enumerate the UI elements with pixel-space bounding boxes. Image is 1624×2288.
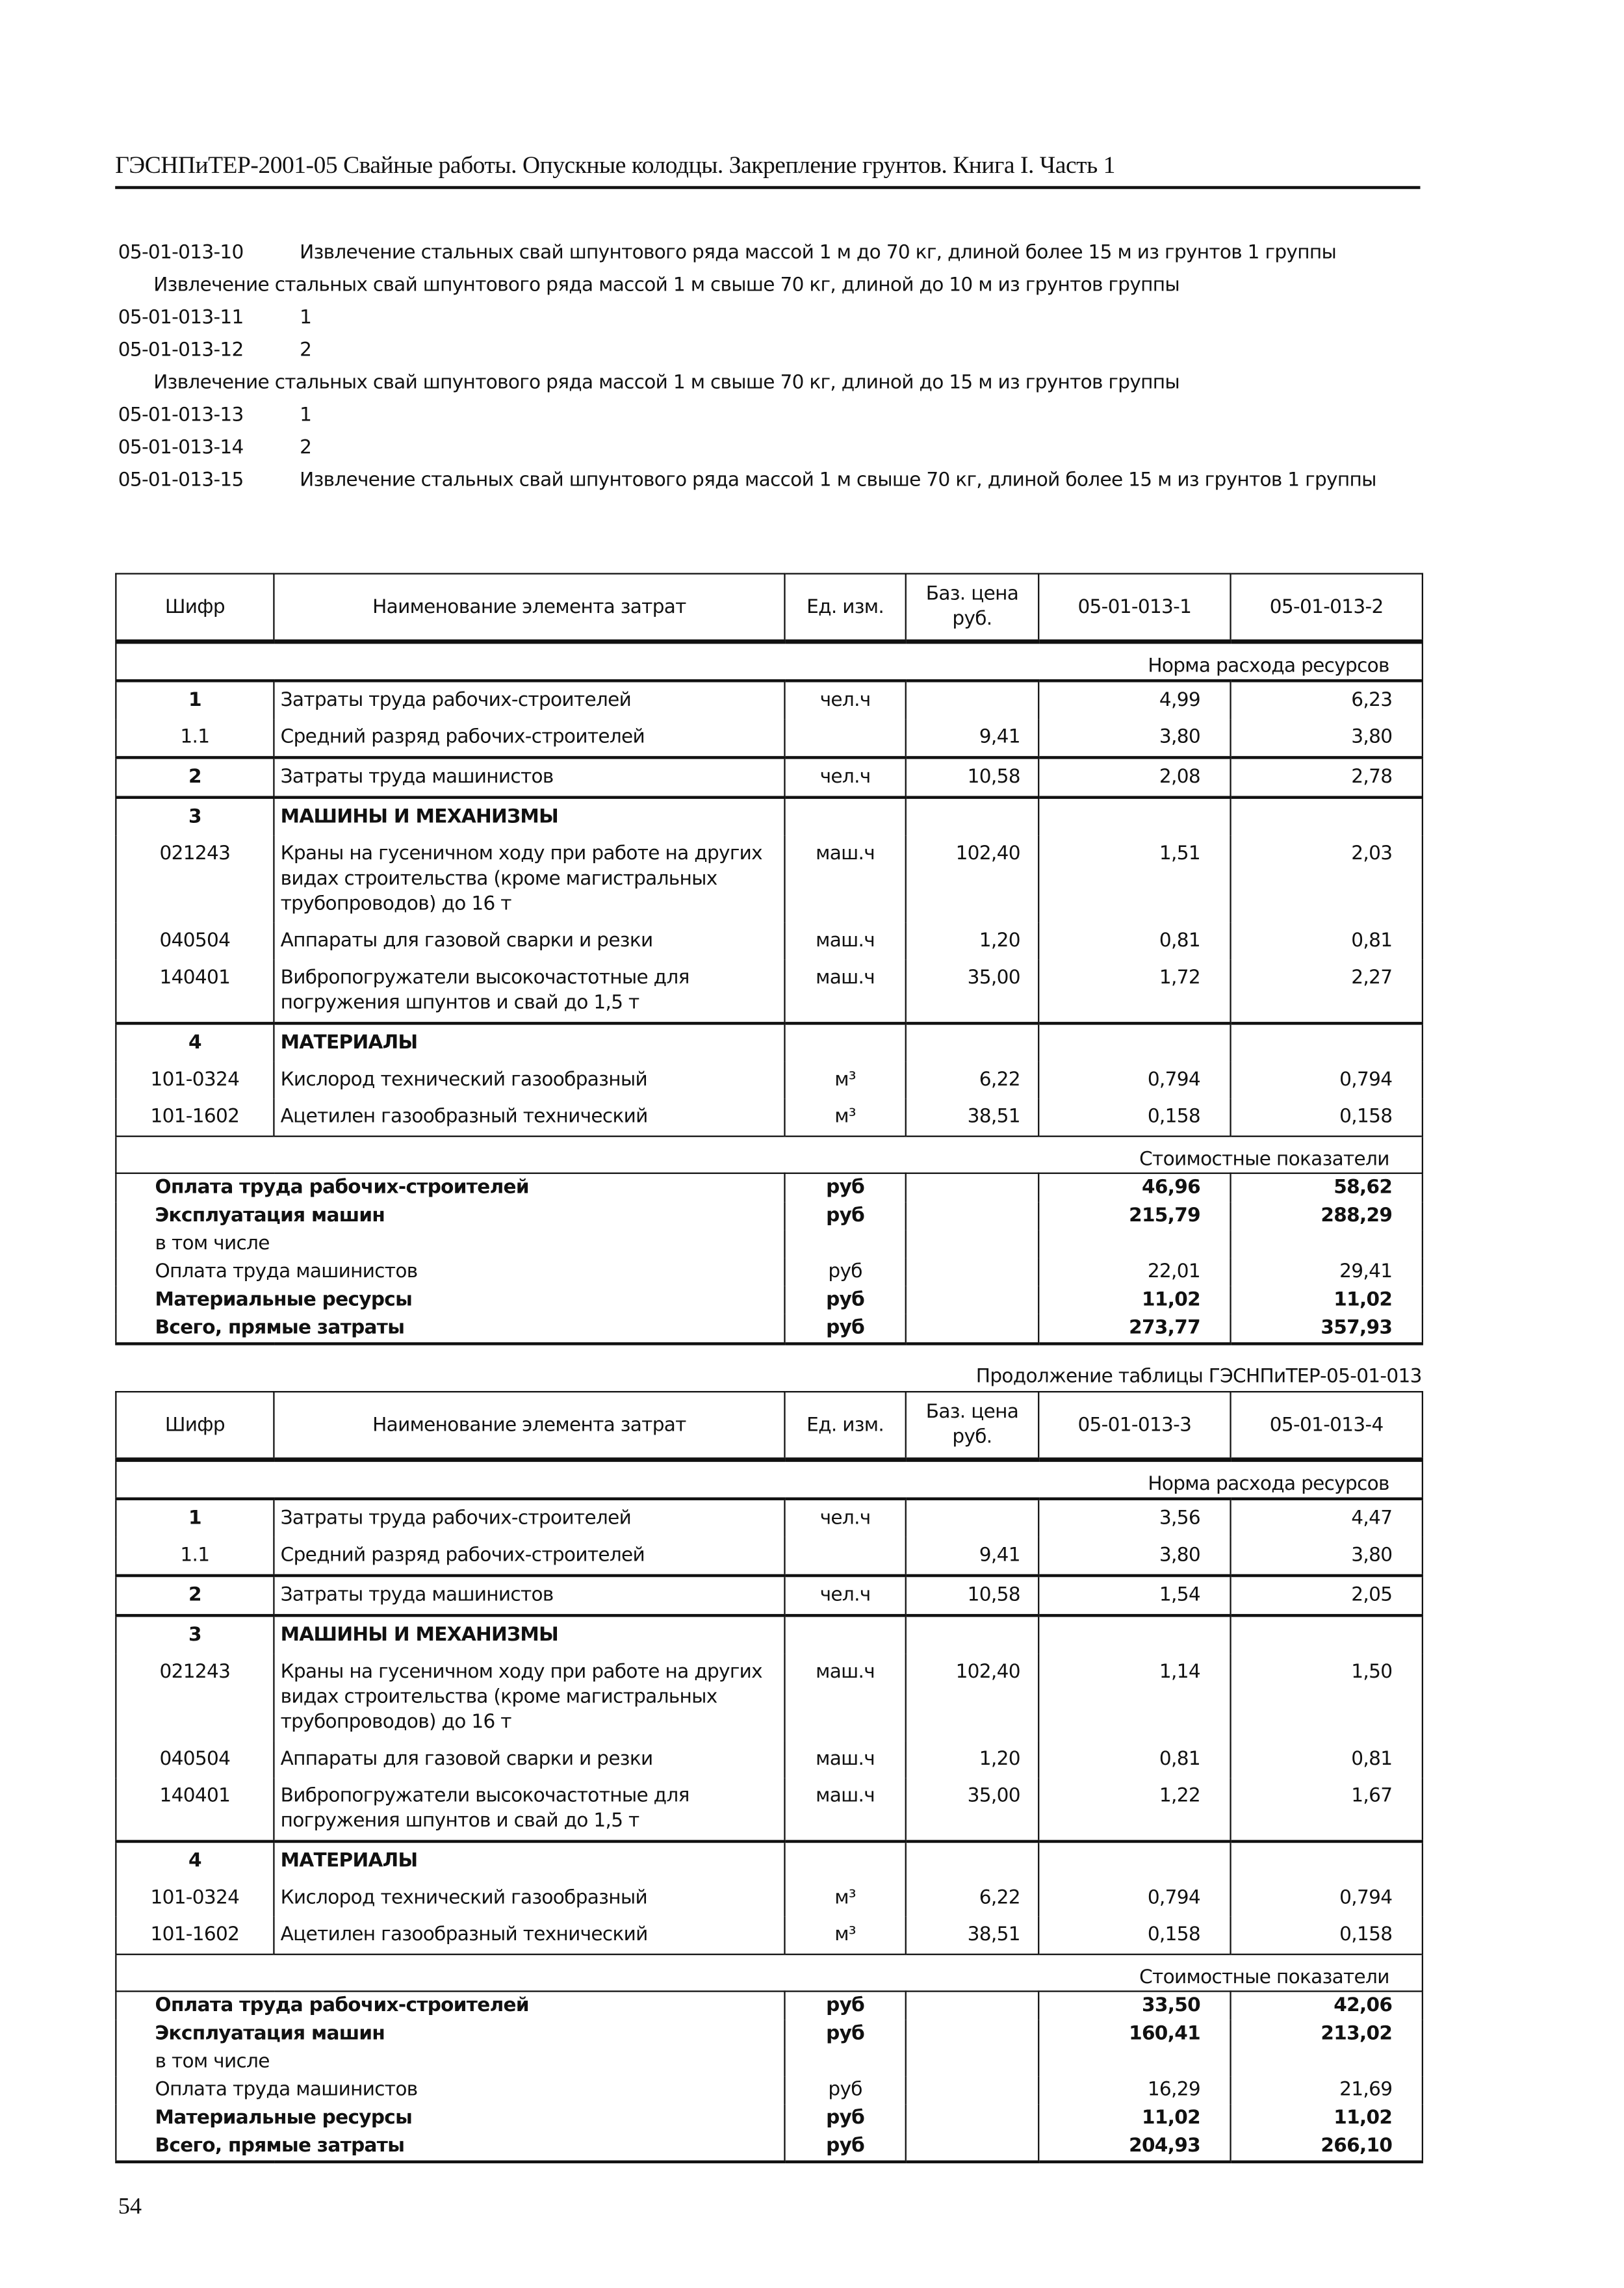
cell-code: 101-1602 bbox=[116, 1098, 274, 1136]
cell-code: 1.1 bbox=[116, 719, 274, 757]
cost-row bbox=[116, 2020, 1423, 2048]
cell-v1: 0,794 bbox=[1038, 1880, 1230, 1917]
table-row bbox=[116, 1880, 1423, 1917]
cell-name: МАШИНЫ И МЕХАНИЗМЫ bbox=[274, 798, 784, 836]
cell-code: 021243 bbox=[116, 1654, 274, 1741]
cell-unit bbox=[784, 798, 905, 836]
cell-v1: 0,794 bbox=[1038, 1061, 1230, 1098]
cell-unit bbox=[784, 1023, 905, 1061]
table-row bbox=[116, 1537, 1423, 1576]
cell-v1: 4,99 bbox=[1038, 681, 1230, 719]
cell-v2: 4,47 bbox=[1231, 1499, 1423, 1537]
cell-unit: маш.ч bbox=[784, 923, 905, 960]
cost-value-1: 204,93 bbox=[1038, 2132, 1230, 2161]
cell-name: Вибропогружатели высокочастотные для погружения шпунтов и свай до 1,5 т bbox=[274, 1778, 784, 1841]
cost-name: Материальные ресурсы bbox=[116, 1286, 784, 1314]
cell-code: 101-0324 bbox=[116, 1880, 274, 1917]
cost-unit bbox=[784, 2048, 905, 2076]
cell-name: Средний разряд рабочих-строителей bbox=[274, 719, 784, 757]
cost-price-empty bbox=[906, 2020, 1038, 2048]
cell-name: Затраты труда машинистов bbox=[274, 1576, 784, 1615]
list-item bbox=[118, 467, 1417, 495]
cost-unit bbox=[784, 1230, 905, 1258]
cell-price: 102,40 bbox=[906, 1654, 1038, 1741]
table-row bbox=[116, 960, 1423, 1024]
cost-value-2: 11,02 bbox=[1231, 2104, 1423, 2132]
cost-value-2: 21,69 bbox=[1231, 2076, 1423, 2104]
column-header: Наименование элемента затрат bbox=[274, 1392, 784, 1460]
cell-code: 1.1 bbox=[116, 1537, 274, 1576]
cost-name: Материальные ресурсы bbox=[116, 2104, 784, 2132]
cost-value-1: 46,96 bbox=[1038, 1173, 1230, 1202]
cost-name: Оплата труда рабочих-строителей bbox=[116, 1173, 784, 1202]
cell-unit: м³ bbox=[784, 1880, 905, 1917]
cell-v2: 3,80 bbox=[1231, 719, 1423, 757]
item-text: 2 bbox=[300, 437, 312, 460]
cell-unit: чел.ч bbox=[784, 757, 905, 797]
cell-name: Ацетилен газообразный технический bbox=[274, 1098, 784, 1136]
cell-v1 bbox=[1038, 1841, 1230, 1880]
cell-price: 9,41 bbox=[906, 719, 1038, 757]
cost-value-1: 11,02 bbox=[1038, 2104, 1230, 2132]
table-row bbox=[116, 1841, 1423, 1880]
cost-row bbox=[116, 2048, 1423, 2076]
cell-v2: 2,27 bbox=[1231, 960, 1423, 1024]
cell-name: Затраты труда рабочих-строителей bbox=[274, 1499, 784, 1537]
cell-unit: маш.ч bbox=[784, 1654, 905, 1741]
item-code: 05-01-013-13 bbox=[118, 404, 244, 427]
cell-v2: 0,81 bbox=[1231, 1741, 1423, 1778]
cell-name: Краны на гусеничном ходу при работе на других видах строительства (кроме магистральных трубопроводов) до 16 т bbox=[274, 1654, 784, 1741]
cell-v2: 2,05 bbox=[1231, 1576, 1423, 1615]
cell-unit bbox=[784, 1615, 905, 1654]
cell-name: МАТЕРИАЛЫ bbox=[274, 1023, 784, 1061]
item-code: 05-01-013-11 bbox=[118, 307, 244, 330]
cell-name: Аппараты для газовой сварки и резки bbox=[274, 923, 784, 960]
cell-price: 10,58 bbox=[906, 1576, 1038, 1615]
cell-price: 1,20 bbox=[906, 923, 1038, 960]
column-header: 05-01-013-2 bbox=[1231, 574, 1423, 642]
header-rule bbox=[115, 186, 1420, 189]
cell-v2 bbox=[1231, 1841, 1423, 1880]
cost-value-2: 29,41 bbox=[1231, 1258, 1423, 1286]
cell-v1: 0,158 bbox=[1038, 1098, 1230, 1136]
cell-price bbox=[906, 1841, 1038, 1880]
cost-value-1 bbox=[1038, 2048, 1230, 2076]
column-header: Ед. изм. bbox=[784, 1392, 905, 1460]
cell-code: 101-0324 bbox=[116, 1061, 274, 1098]
item-text: 1 bbox=[300, 307, 312, 330]
cell-name: Краны на гусеничном ходу при работе на других видах строительства (кроме магистральных трубопроводов) до 16 т bbox=[274, 836, 784, 923]
column-header: Баз. цена руб. bbox=[906, 1392, 1038, 1460]
cost-name: в том числе bbox=[116, 1230, 784, 1258]
cell-name: Вибропогружатели высокочастотные для погружения шпунтов и свай до 1,5 т bbox=[274, 960, 784, 1024]
cell-unit bbox=[784, 1841, 905, 1880]
cost-unit: руб bbox=[784, 1202, 905, 1230]
table-row bbox=[116, 923, 1423, 960]
cost-row bbox=[116, 1286, 1423, 1314]
cell-code: 4 bbox=[116, 1023, 274, 1061]
cell-v1: 1,54 bbox=[1038, 1576, 1230, 1615]
norm-label-row bbox=[116, 1460, 1423, 1499]
cost-value-2: 58,62 bbox=[1231, 1173, 1423, 1202]
norms-table-1 bbox=[115, 573, 1423, 1345]
cost-price-empty bbox=[906, 2048, 1038, 2076]
cell-v1 bbox=[1038, 1023, 1230, 1061]
cell-v2: 0,794 bbox=[1231, 1880, 1423, 1917]
cell-code: 3 bbox=[116, 1615, 274, 1654]
column-header: 05-01-013-3 bbox=[1038, 1392, 1230, 1460]
cell-price: 35,00 bbox=[906, 1778, 1038, 1841]
cost-price-empty bbox=[906, 1258, 1038, 1286]
cost-name: Эксплуатация машин bbox=[116, 1202, 784, 1230]
cell-price bbox=[906, 798, 1038, 836]
cost-row bbox=[116, 1230, 1423, 1258]
norm-label: Норма расхода ресурсов bbox=[116, 1460, 1423, 1499]
cost-unit: руб bbox=[784, 1286, 905, 1314]
cost-price-empty bbox=[906, 2132, 1038, 2161]
cell-code: 1 bbox=[116, 681, 274, 719]
cell-code: 1 bbox=[116, 1499, 274, 1537]
table-row bbox=[116, 1654, 1423, 1741]
item-list bbox=[118, 239, 1417, 499]
cost-name: Оплата труда машинистов bbox=[116, 1258, 784, 1286]
cell-unit: маш.ч bbox=[784, 960, 905, 1024]
norms-table-2 bbox=[115, 1391, 1423, 2163]
cell-v2 bbox=[1231, 798, 1423, 836]
cost-unit: руб bbox=[784, 1314, 905, 1344]
cell-v1: 1,51 bbox=[1038, 836, 1230, 923]
cost-value-1: 160,41 bbox=[1038, 2020, 1230, 2048]
item-code: 05-01-013-14 bbox=[118, 437, 244, 460]
cell-v2: 2,78 bbox=[1231, 757, 1423, 797]
cell-v2: 0,158 bbox=[1231, 1098, 1423, 1136]
cell-v1: 3,56 bbox=[1038, 1499, 1230, 1537]
cost-unit: руб bbox=[784, 2020, 905, 2048]
cell-v2: 6,23 bbox=[1231, 681, 1423, 719]
cost-row bbox=[116, 2076, 1423, 2104]
column-header: 05-01-013-4 bbox=[1231, 1392, 1423, 1460]
cell-v1 bbox=[1038, 798, 1230, 836]
table-row bbox=[116, 1741, 1423, 1778]
cost-value-1: 22,01 bbox=[1038, 1258, 1230, 1286]
cost-value-1: 273,77 bbox=[1038, 1314, 1230, 1344]
cost-price-empty bbox=[906, 1286, 1038, 1314]
cell-name: МАТЕРИАЛЫ bbox=[274, 1841, 784, 1880]
norm-label: Норма расхода ресурсов bbox=[116, 642, 1423, 681]
cost-name: Эксплуатация машин bbox=[116, 2020, 784, 2048]
cell-v1: 1,14 bbox=[1038, 1654, 1230, 1741]
item-text: 1 bbox=[300, 404, 312, 427]
cell-price bbox=[906, 681, 1038, 719]
cell-v2: 0,158 bbox=[1231, 1917, 1423, 1955]
cell-name: Аппараты для газовой сварки и резки bbox=[274, 1741, 784, 1778]
cost-row bbox=[116, 1173, 1423, 1202]
cost-price-empty bbox=[906, 1173, 1038, 1202]
cost-value-1 bbox=[1038, 1230, 1230, 1258]
cell-unit: м³ bbox=[784, 1061, 905, 1098]
cell-v1: 0,81 bbox=[1038, 923, 1230, 960]
header-row bbox=[116, 574, 1423, 642]
cell-name: Кислород технический газообразный bbox=[274, 1061, 784, 1098]
cost-row bbox=[116, 1314, 1423, 1344]
cost-price-empty bbox=[906, 2076, 1038, 2104]
table-row bbox=[116, 836, 1423, 923]
cell-unit: маш.ч bbox=[784, 1741, 905, 1778]
cell-v2: 2,03 bbox=[1231, 836, 1423, 923]
cell-unit bbox=[784, 719, 905, 757]
cost-label: Стоимостные показатели bbox=[116, 1136, 1423, 1173]
cost-value-1: 11,02 bbox=[1038, 1286, 1230, 1314]
cell-price: 10,58 bbox=[906, 757, 1038, 797]
cost-value-2 bbox=[1231, 2048, 1423, 2076]
cell-name: Средний разряд рабочих-строителей bbox=[274, 1537, 784, 1576]
cell-unit: чел.ч bbox=[784, 1499, 905, 1537]
cell-v1 bbox=[1038, 1615, 1230, 1654]
running-header: ГЭСНПиТЕР-2001-05 Свайные работы. Опускные колодцы. Закрепление грунтов. Книга I. Часть 1 bbox=[115, 150, 1115, 179]
column-header: Наименование элемента затрат bbox=[274, 574, 784, 642]
cell-price bbox=[906, 1023, 1038, 1061]
cost-value-2: 357,93 bbox=[1231, 1314, 1423, 1344]
norm-label-row bbox=[116, 642, 1423, 681]
table-row bbox=[116, 1917, 1423, 1955]
cell-price: 38,51 bbox=[906, 1917, 1038, 1955]
cell-price bbox=[906, 1615, 1038, 1654]
cell-price: 38,51 bbox=[906, 1098, 1038, 1136]
page-number: 54 bbox=[118, 2194, 142, 2220]
cost-label-row bbox=[116, 1955, 1423, 1992]
cost-value-2 bbox=[1231, 1230, 1423, 1258]
cost-value-2: 288,29 bbox=[1231, 1202, 1423, 1230]
cell-code: 021243 bbox=[116, 836, 274, 923]
cell-v2 bbox=[1231, 1615, 1423, 1654]
list-item bbox=[118, 402, 1417, 430]
cell-v2: 3,80 bbox=[1231, 1537, 1423, 1576]
table-row bbox=[116, 1023, 1423, 1061]
table-row bbox=[116, 1061, 1423, 1098]
table-row bbox=[116, 1576, 1423, 1615]
cell-v2: 0,81 bbox=[1231, 923, 1423, 960]
cost-unit: руб bbox=[784, 2104, 905, 2132]
cost-unit: руб bbox=[784, 1173, 905, 1202]
cost-unit: руб bbox=[784, 1258, 905, 1286]
cost-name: Оплата труда рабочих-строителей bbox=[116, 1992, 784, 2020]
cell-unit: чел.ч bbox=[784, 1576, 905, 1615]
cost-value-2: 213,02 bbox=[1231, 2020, 1423, 2048]
column-header: Шифр bbox=[116, 1392, 274, 1460]
cell-code: 040504 bbox=[116, 923, 274, 960]
cost-price-empty bbox=[906, 1992, 1038, 2020]
cell-v1: 2,08 bbox=[1038, 757, 1230, 797]
cell-v2: 0,794 bbox=[1231, 1061, 1423, 1098]
item-text: Извлечение стальных свай шпунтового ряда массой 1 м до 70 кг, длиной более 15 м из грунтов 1 группы bbox=[300, 242, 1337, 265]
cell-unit: чел.ч bbox=[784, 681, 905, 719]
item-text: Извлечение стальных свай шпунтового ряда массой 1 м свыше 70 кг, длиной более 15 м из грунтов 1 группы bbox=[300, 469, 1376, 492]
cell-v2: 1,50 bbox=[1231, 1654, 1423, 1741]
table-row bbox=[116, 681, 1423, 719]
cell-name: Кислород технический газообразный bbox=[274, 1880, 784, 1917]
cost-name: Всего, прямые затраты bbox=[116, 1314, 784, 1344]
cost-name: Всего, прямые затраты bbox=[116, 2132, 784, 2161]
cost-row bbox=[116, 2132, 1423, 2161]
column-header: Баз. цена руб. bbox=[906, 574, 1038, 642]
cost-row bbox=[116, 1202, 1423, 1230]
item-code: 05-01-013-12 bbox=[118, 339, 244, 362]
cost-price-empty bbox=[906, 1230, 1038, 1258]
cell-price: 35,00 bbox=[906, 960, 1038, 1024]
list-item bbox=[118, 369, 1417, 397]
table-row bbox=[116, 1098, 1423, 1136]
column-header: Шифр bbox=[116, 574, 274, 642]
cell-v1: 0,81 bbox=[1038, 1741, 1230, 1778]
cell-price: 1,20 bbox=[906, 1741, 1038, 1778]
cell-price bbox=[906, 1499, 1038, 1537]
item-text: Извлечение стальных свай шпунтового ряда массой 1 м свыше 70 кг, длиной до 15 м из грунтов группы bbox=[153, 372, 1180, 395]
list-item bbox=[118, 434, 1417, 462]
item-code: 05-01-013-15 bbox=[118, 469, 244, 492]
cell-code: 040504 bbox=[116, 1741, 274, 1778]
cell-v1: 3,80 bbox=[1038, 1537, 1230, 1576]
table-row bbox=[116, 1499, 1423, 1537]
cost-name: Оплата труда машинистов bbox=[116, 2076, 784, 2104]
list-item bbox=[118, 272, 1417, 300]
cell-v1: 0,158 bbox=[1038, 1917, 1230, 1955]
cost-value-1: 215,79 bbox=[1038, 1202, 1230, 1230]
cost-name: в том числе bbox=[116, 2048, 784, 2076]
cell-code: 140401 bbox=[116, 1778, 274, 1841]
cost-row bbox=[116, 1258, 1423, 1286]
cell-code: 4 bbox=[116, 1841, 274, 1880]
cell-price: 6,22 bbox=[906, 1061, 1038, 1098]
cost-unit: руб bbox=[784, 2132, 905, 2161]
item-text: 2 bbox=[300, 339, 312, 362]
table-row bbox=[116, 1778, 1423, 1841]
cell-unit: м³ bbox=[784, 1098, 905, 1136]
cost-row bbox=[116, 2104, 1423, 2132]
cell-code: 2 bbox=[116, 757, 274, 797]
cost-label: Стоимостные показатели bbox=[116, 1955, 1423, 1992]
cell-name: Затраты труда рабочих-строителей bbox=[274, 681, 784, 719]
column-header: 05-01-013-1 bbox=[1038, 574, 1230, 642]
cost-price-empty bbox=[906, 1314, 1038, 1344]
cost-value-1: 16,29 bbox=[1038, 2076, 1230, 2104]
item-text: Извлечение стальных свай шпунтового ряда массой 1 м свыше 70 кг, длиной до 10 м из грунтов группы bbox=[153, 274, 1180, 297]
list-item bbox=[118, 239, 1417, 267]
cell-unit: м³ bbox=[784, 1917, 905, 1955]
cell-code: 2 bbox=[116, 1576, 274, 1615]
item-code: 05-01-013-10 bbox=[118, 242, 244, 265]
cost-value-1: 33,50 bbox=[1038, 1992, 1230, 2020]
cost-price-empty bbox=[906, 2104, 1038, 2132]
cell-unit: маш.ч bbox=[784, 1778, 905, 1841]
header-row bbox=[116, 1392, 1423, 1460]
cost-value-2: 42,06 bbox=[1231, 1992, 1423, 2020]
column-header: Ед. изм. bbox=[784, 574, 905, 642]
cell-name: Ацетилен газообразный технический bbox=[274, 1917, 784, 1955]
cell-unit bbox=[784, 1537, 905, 1576]
cell-v1: 3,80 bbox=[1038, 719, 1230, 757]
cost-unit: руб bbox=[784, 1992, 905, 2020]
cell-code: 140401 bbox=[116, 960, 274, 1024]
cell-code: 3 bbox=[116, 798, 274, 836]
cell-code: 101-1602 bbox=[116, 1917, 274, 1955]
table-row bbox=[116, 757, 1423, 797]
cell-price: 102,40 bbox=[906, 836, 1038, 923]
cell-v2 bbox=[1231, 1023, 1423, 1061]
cell-unit: маш.ч bbox=[784, 836, 905, 923]
cell-name: Затраты труда машинистов bbox=[274, 757, 784, 797]
cost-unit: руб bbox=[784, 2076, 905, 2104]
cell-name: МАШИНЫ И МЕХАНИЗМЫ bbox=[274, 1615, 784, 1654]
cell-v1: 1,72 bbox=[1038, 960, 1230, 1024]
list-item bbox=[118, 337, 1417, 365]
cell-price: 6,22 bbox=[906, 1880, 1038, 1917]
cell-v1: 1,22 bbox=[1038, 1778, 1230, 1841]
table-row bbox=[116, 798, 1423, 836]
list-item bbox=[118, 304, 1417, 332]
cost-row bbox=[116, 1992, 1423, 2020]
cost-price-empty bbox=[906, 1202, 1038, 1230]
cell-v2: 1,67 bbox=[1231, 1778, 1423, 1841]
continuation-caption: Продолжение таблицы ГЭСНПиТЕР-05-01-013 bbox=[975, 1366, 1422, 1388]
table-row bbox=[116, 719, 1423, 757]
table-row bbox=[116, 1615, 1423, 1654]
cell-price: 9,41 bbox=[906, 1537, 1038, 1576]
cost-label-row bbox=[116, 1136, 1423, 1173]
cost-value-2: 11,02 bbox=[1231, 1286, 1423, 1314]
cost-value-2: 266,10 bbox=[1231, 2132, 1423, 2161]
